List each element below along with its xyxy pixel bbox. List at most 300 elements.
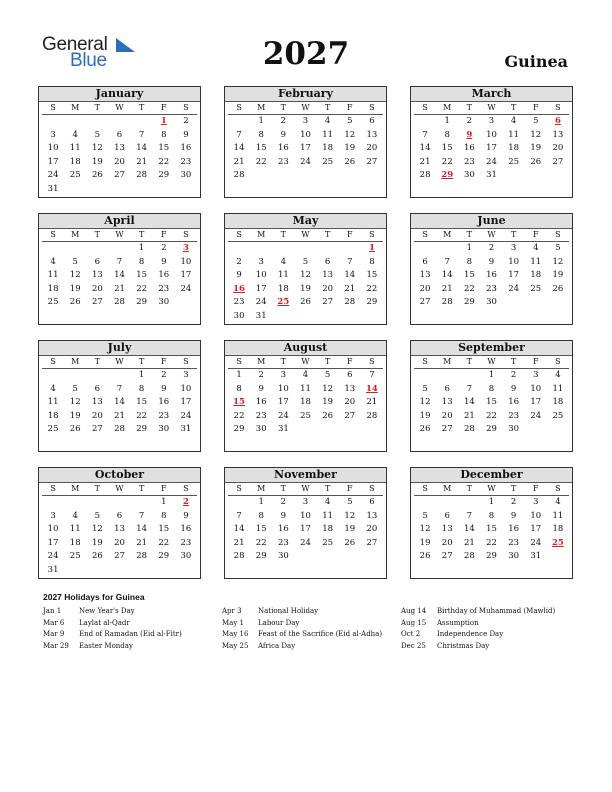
day-cell: 16 (508, 524, 520, 534)
weekday-header: T (503, 483, 525, 496)
day-cell: 30 (508, 424, 520, 434)
day-cell: 20 (114, 156, 125, 167)
day-cell: 4 (324, 116, 331, 126)
day-cell: 14 (441, 270, 453, 280)
day-cell: 18 (47, 283, 59, 294)
day-cell: 21 (344, 283, 356, 294)
day-cell: 1 (258, 116, 264, 126)
holiday-day: 1 (368, 243, 375, 253)
day-grid (39, 102, 200, 196)
empty-cell (414, 115, 436, 129)
holiday-date: Mar 6 (43, 618, 65, 627)
day-cell: 16 (486, 270, 497, 280)
weekday-header: M (436, 356, 458, 369)
day-cell: 27 (441, 424, 453, 434)
day-cell: 12 (69, 270, 81, 280)
month-name: September (411, 341, 572, 356)
holiday-day: 29 (441, 170, 454, 180)
day-cell: 7 (444, 256, 450, 267)
day-cell: 25 (69, 551, 81, 561)
empty-cell (436, 496, 458, 510)
month-name: November (225, 468, 386, 483)
day-cell: 21 (136, 537, 148, 548)
weekday-header: F (153, 483, 175, 496)
day-grid (225, 229, 386, 323)
day-cell: 17 (486, 143, 497, 153)
weekday-header: S (42, 483, 64, 496)
holiday-row (401, 629, 555, 641)
day-cell: 25 (69, 170, 81, 180)
day-cell: 16 (180, 143, 192, 153)
day-cell: 18 (69, 156, 81, 167)
empty-cell (436, 369, 458, 383)
day-cell: 12 (300, 270, 311, 280)
day-cell: 31 (47, 183, 59, 194)
day-cell: 20 (419, 283, 431, 294)
day-cell: 21 (114, 410, 125, 421)
day-cell: 6 (369, 497, 375, 507)
day-cell: 9 (510, 510, 517, 521)
month-name: August (225, 341, 386, 356)
day-cell: 1 (444, 116, 450, 126)
holiday-row (43, 618, 182, 630)
day-cell: 22 (158, 156, 170, 167)
day-cell: 11 (552, 383, 564, 394)
day-cell: 19 (322, 397, 334, 407)
day-cell: 3 (50, 510, 56, 521)
day-cell: 10 (180, 383, 192, 394)
weekday-header: S (414, 356, 436, 369)
day-cell: 25 (508, 156, 520, 167)
day-cell: 6 (94, 383, 101, 394)
day-cell: 2 (183, 116, 189, 126)
day-cell: 8 (138, 383, 145, 394)
day-cell: 8 (466, 256, 473, 267)
month-name: January (39, 87, 200, 102)
day-cell: 16 (180, 524, 192, 534)
holiday-row (222, 618, 382, 630)
day-cell: 2 (280, 116, 287, 126)
holiday-row (401, 606, 555, 618)
day-cell: 19 (419, 537, 431, 548)
day-cell: 11 (69, 524, 81, 534)
day-cell: 31 (277, 424, 289, 434)
day-cell: 9 (488, 256, 495, 267)
month-november (224, 467, 387, 579)
logo-text-blue: Blue (70, 50, 107, 71)
logo-text-general: General (42, 34, 108, 55)
weekday-header: S (414, 102, 436, 115)
day-cell: 25 (530, 283, 542, 294)
day-cell: 29 (158, 170, 170, 180)
day-cell: 20 (91, 283, 103, 294)
day-cell: 28 (366, 410, 378, 421)
day-cell: 13 (552, 129, 564, 140)
empty-cell (339, 242, 361, 256)
day-grid (39, 229, 200, 310)
day-cell: 19 (552, 270, 564, 280)
day-cell: 15 (136, 270, 148, 280)
day-cell: 26 (344, 156, 356, 167)
day-cell: 11 (300, 383, 311, 394)
day-cell: 24 (300, 537, 311, 548)
day-cell: 24 (180, 410, 192, 421)
day-cell: 18 (508, 143, 520, 153)
day-grid (225, 483, 386, 564)
day-cell: 29 (136, 297, 148, 307)
weekday-header: T (503, 356, 525, 369)
empty-cell (86, 496, 108, 510)
day-cell: 26 (69, 297, 81, 307)
day-cell: 20 (366, 143, 378, 153)
holiday-date: Oct 2 (401, 630, 421, 638)
day-cell: 9 (280, 510, 287, 521)
day-cell: 20 (552, 143, 564, 153)
day-cell: 13 (91, 270, 103, 280)
day-cell: 21 (136, 156, 148, 167)
day-cell: 15 (255, 524, 267, 534)
day-cell: 4 (533, 243, 539, 253)
weekday-header: M (436, 102, 458, 115)
day-cell: 8 (369, 256, 375, 267)
day-cell: 1 (258, 497, 264, 507)
day-cell: 28 (233, 551, 245, 561)
holiday-day: 15 (233, 397, 245, 407)
day-cell: 28 (136, 551, 148, 561)
holiday-row (222, 606, 382, 618)
month-name: April (39, 214, 200, 229)
day-cell: 22 (255, 156, 267, 167)
weekday-header: S (175, 229, 197, 242)
day-cell: 7 (116, 383, 123, 394)
empty-cell (436, 242, 458, 256)
day-cell: 26 (322, 410, 334, 421)
empty-cell (42, 242, 64, 256)
day-cell: 15 (463, 270, 475, 280)
day-grid (225, 102, 386, 183)
weekday-header: S (175, 356, 197, 369)
day-cell: 8 (258, 129, 264, 140)
day-cell: 23 (277, 537, 289, 548)
day-cell: 27 (322, 297, 334, 307)
day-cell: 30 (158, 297, 170, 307)
day-cell: 26 (300, 297, 311, 307)
day-cell: 3 (50, 129, 56, 140)
day-cell: 26 (69, 424, 81, 434)
day-cell: 11 (47, 270, 59, 280)
day-cell: 22 (486, 410, 497, 421)
day-cell: 19 (91, 537, 103, 548)
day-cell: 14 (463, 397, 475, 407)
day-cell: 20 (322, 283, 334, 294)
month-october (38, 467, 201, 579)
day-cell: 30 (277, 551, 289, 561)
empty-cell (64, 115, 86, 129)
weekday-header: T (86, 356, 108, 369)
holiday-row (43, 606, 182, 618)
weekday-header: M (250, 229, 272, 242)
day-cell: 10 (180, 256, 192, 267)
day-cell: 13 (441, 524, 453, 534)
day-cell: 5 (302, 256, 309, 267)
month-april (38, 213, 201, 325)
weekday-header: F (153, 229, 175, 242)
day-cell: 1 (488, 497, 495, 507)
day-cell: 4 (510, 116, 517, 126)
weekday-header: T (131, 229, 153, 242)
day-grid (39, 483, 200, 577)
day-cell: 21 (114, 283, 125, 294)
weekday-header: F (339, 356, 361, 369)
day-cell: 25 (300, 410, 311, 421)
month-name: June (411, 214, 572, 229)
holiday-name: Easter Monday (79, 641, 133, 650)
day-cell: 17 (300, 524, 311, 534)
empty-cell (86, 242, 108, 256)
day-cell: 3 (302, 497, 309, 507)
day-cell: 16 (158, 397, 170, 407)
day-cell: 1 (161, 497, 167, 507)
weekday-header: S (361, 356, 383, 369)
day-cell: 20 (344, 397, 356, 407)
day-cell: 11 (47, 397, 59, 407)
holiday-column (222, 606, 382, 652)
holiday-date: Dec 25 (401, 641, 426, 650)
holiday-day: 3 (182, 243, 189, 253)
day-cell: 23 (255, 410, 267, 421)
weekday-header: S (228, 356, 250, 369)
day-cell: 17 (255, 283, 267, 294)
holiday-row (222, 641, 382, 653)
empty-cell (250, 242, 272, 256)
day-cell: 18 (47, 410, 59, 421)
weekday-header: S (361, 229, 383, 242)
country-name: Guinea (504, 52, 568, 71)
weekday-header: W (480, 102, 502, 115)
weekday-header: T (458, 102, 480, 115)
month-may (224, 213, 387, 325)
day-cell: 11 (69, 143, 81, 153)
holiday-row (401, 618, 555, 630)
weekday-header: M (64, 229, 86, 242)
day-cell: 10 (255, 270, 267, 280)
day-cell: 23 (158, 283, 170, 294)
day-cell: 16 (277, 524, 289, 534)
day-cell: 14 (233, 524, 245, 534)
day-cell: 13 (419, 270, 431, 280)
holiday-date: Jan 1 (43, 607, 62, 615)
month-march (410, 86, 573, 198)
day-cell: 28 (463, 424, 475, 434)
month-august (224, 340, 387, 452)
day-cell: 30 (486, 297, 497, 307)
holiday-day: 2 (182, 497, 189, 507)
day-cell: 3 (510, 243, 517, 253)
day-cell: 9 (183, 129, 189, 140)
day-cell: 14 (114, 270, 125, 280)
empty-cell (42, 496, 64, 510)
weekday-header: W (108, 102, 130, 115)
day-cell: 10 (300, 129, 311, 140)
day-cell: 8 (258, 510, 264, 521)
day-cell: 10 (47, 143, 59, 153)
month-name: October (39, 468, 200, 483)
day-grid (39, 356, 200, 437)
day-cell: 29 (366, 297, 378, 307)
day-cell: 5 (422, 383, 428, 394)
day-cell: 14 (233, 143, 245, 153)
weekday-header: F (525, 483, 547, 496)
day-cell: 7 (369, 370, 375, 380)
day-cell: 19 (344, 143, 356, 153)
day-cell: 13 (441, 397, 453, 407)
month-july (38, 340, 201, 452)
day-grid (225, 356, 386, 437)
weekday-header: S (547, 356, 569, 369)
empty-cell (228, 242, 250, 256)
day-cell: 27 (366, 537, 378, 548)
weekday-header: S (361, 483, 383, 496)
weekday-header: T (86, 229, 108, 242)
weekday-header: T (503, 102, 525, 115)
day-cell: 8 (236, 383, 242, 394)
empty-cell (86, 115, 108, 129)
day-cell: 5 (72, 383, 78, 394)
holiday-name: Feast of the Sacrifice (Eid al-Adha) (258, 630, 383, 638)
day-cell: 7 (466, 510, 473, 521)
weekday-header: S (414, 483, 436, 496)
day-cell: 19 (69, 283, 81, 294)
day-cell: 4 (50, 383, 56, 394)
day-cell: 5 (72, 256, 78, 267)
holiday-row (401, 641, 555, 653)
weekday-header: T (272, 102, 294, 115)
day-cell: 28 (233, 170, 245, 180)
day-cell: 31 (180, 424, 192, 434)
day-cell: 19 (300, 283, 311, 294)
day-cell: 12 (69, 397, 81, 407)
day-cell: 26 (530, 156, 542, 167)
day-cell: 10 (486, 129, 497, 140)
holiday-date: May 25 (222, 641, 249, 650)
day-cell: 18 (69, 537, 81, 548)
day-cell: 28 (419, 170, 431, 180)
day-cell: 22 (158, 537, 170, 548)
day-cell: 29 (463, 297, 475, 307)
day-cell: 14 (136, 143, 148, 153)
day-cell: 9 (161, 383, 167, 394)
day-cell: 28 (114, 297, 125, 307)
month-name: May (225, 214, 386, 229)
day-cell: 20 (114, 537, 125, 548)
holiday-day: 25 (277, 297, 290, 307)
day-cell: 28 (463, 551, 475, 561)
day-cell: 31 (486, 170, 497, 180)
day-cell: 15 (366, 270, 378, 280)
holiday-name: Laylat al-Qadr (79, 618, 130, 627)
day-cell: 2 (510, 370, 517, 380)
weekday-header: S (42, 356, 64, 369)
day-cell: 30 (508, 551, 520, 561)
weekday-header: F (525, 229, 547, 242)
day-cell: 29 (486, 424, 497, 434)
day-cell: 11 (322, 510, 334, 521)
day-cell: 4 (280, 256, 287, 267)
day-cell: 21 (419, 156, 431, 167)
day-cell: 27 (419, 297, 431, 307)
empty-cell (458, 496, 480, 510)
day-cell: 30 (463, 170, 475, 180)
weekday-header: S (42, 102, 64, 115)
day-cell: 14 (419, 143, 431, 153)
day-cell: 25 (552, 410, 564, 421)
day-cell: 23 (463, 156, 475, 167)
day-cell: 5 (422, 510, 428, 521)
day-grid (411, 229, 572, 310)
weekday-header: M (64, 356, 86, 369)
weekday-header: S (547, 102, 569, 115)
weekday-header: W (108, 483, 130, 496)
day-cell: 3 (183, 370, 189, 380)
day-cell: 22 (366, 283, 378, 294)
day-cell: 19 (530, 143, 542, 153)
empty-cell (294, 242, 316, 256)
empty-cell (458, 369, 480, 383)
day-cell: 6 (116, 129, 123, 140)
day-cell: 27 (91, 424, 103, 434)
day-cell: 9 (183, 510, 189, 521)
day-cell: 5 (94, 510, 101, 521)
holiday-day: 9 (466, 129, 473, 140)
day-cell: 5 (94, 129, 101, 140)
day-cell: 4 (324, 497, 331, 507)
weekday-header: T (317, 356, 339, 369)
day-cell: 21 (233, 156, 245, 167)
weekday-header: T (458, 229, 480, 242)
weekday-header: T (86, 483, 108, 496)
day-cell: 16 (158, 270, 170, 280)
day-cell: 24 (47, 551, 59, 561)
day-cell: 12 (419, 524, 431, 534)
day-cell: 26 (344, 537, 356, 548)
day-cell: 28 (136, 170, 148, 180)
holiday-name: Assumption (437, 618, 479, 627)
day-cell: 2 (488, 243, 495, 253)
empty-cell (108, 115, 130, 129)
day-cell: 27 (91, 297, 103, 307)
empty-cell (414, 496, 436, 510)
day-cell: 12 (552, 256, 564, 267)
weekday-header: T (131, 356, 153, 369)
empty-cell (317, 242, 339, 256)
holiday-row (222, 629, 382, 641)
holiday-row (43, 641, 182, 653)
day-cell: 26 (419, 424, 431, 434)
holiday-date: Aug 15 (401, 618, 427, 627)
day-cell: 13 (366, 129, 378, 140)
day-cell: 14 (136, 524, 148, 534)
month-june (410, 213, 573, 325)
day-cell: 15 (255, 143, 267, 153)
holiday-name: New Year's Day (79, 607, 135, 615)
day-cell: 4 (72, 129, 78, 140)
month-name: March (411, 87, 572, 102)
empty-cell (64, 369, 86, 383)
weekday-header: M (250, 102, 272, 115)
day-cell: 3 (488, 116, 495, 126)
weekday-header: T (272, 356, 294, 369)
day-cell: 27 (552, 156, 564, 167)
